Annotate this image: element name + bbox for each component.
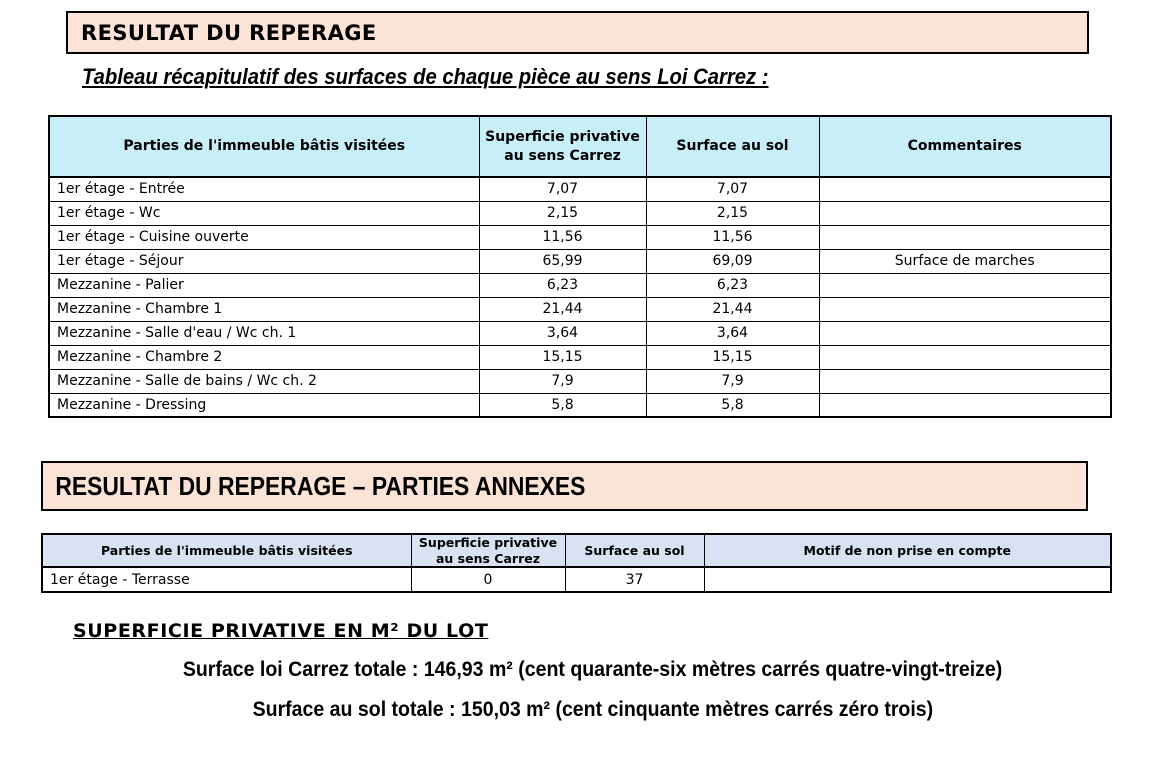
cell-piece: Mezzanine - Salle de bains / Wc ch. 2 [49,369,479,393]
cell-superficie-carrez: 2,15 [479,201,646,225]
cell-commentaire [819,297,1111,321]
cell-piece: 1er étage - Séjour [49,249,479,273]
cell-commentaire [819,273,1111,297]
cell-superficie-carrez: 5,8 [479,393,646,417]
column-header-motif: Motif de non prise en compte [704,534,1111,567]
cell-superficie-carrez: 11,56 [479,225,646,249]
table-row [49,177,1111,201]
cell-piece: Mezzanine - Chambre 2 [49,345,479,369]
table-row [49,369,1111,393]
cell-piece: 1er étage - Cuisine ouverte [49,225,479,249]
table-row [49,273,1111,297]
cell-surface-sol: 5,8 [646,393,819,417]
reperage-section-banner [66,11,1089,54]
table-row [49,249,1111,273]
cell-superficie-carrez: 21,44 [479,297,646,321]
cell-piece: 1er étage - Wc [49,201,479,225]
cell-commentaire [819,345,1111,369]
cell-piece: 1er étage - Terrasse [42,567,411,592]
cell-superficie-carrez: 0 [411,567,565,592]
cell-commentaire [819,201,1111,225]
cell-surface-sol: 6,23 [646,273,819,297]
cell-commentaire [819,321,1111,345]
cell-superficie-carrez: 65,99 [479,249,646,273]
annexes-section-banner [41,461,1088,511]
cell-superficie-carrez: 6,23 [479,273,646,297]
table-row [49,393,1111,417]
cell-piece: Mezzanine - Chambre 1 [49,297,479,321]
table-row [49,225,1111,249]
annexes-table [41,533,1112,593]
cell-surface-sol: 37 [565,567,704,592]
cell-superficie-carrez: 15,15 [479,345,646,369]
cell-piece: Mezzanine - Salle d'eau / Wc ch. 1 [49,321,479,345]
column-header-superficie-carrez: Superficie privative au sens Carrez [479,116,646,177]
cell-surface-sol: 11,56 [646,225,819,249]
cell-commentaire: Surface de marches [819,249,1111,273]
cell-commentaire [819,177,1111,201]
total-carrez-line-wrap [34,658,1151,682]
cell-commentaire [819,369,1111,393]
cell-commentaire [819,393,1111,417]
cell-surface-sol: 15,15 [646,345,819,369]
total-carrez-line: Surface loi Carrez totale : 146,93 m² (cent quarante-six mètres carrés quatre-vingt-treize) [182,658,1003,681]
superficie-lot-title: SUPERFICIE PRIVATIVE EN M² DU LOT [73,620,489,642]
annexes-section-title: RESULTAT DU REPERAGE – PARTIES ANNEXES [55,470,586,501]
column-header-parties: Parties de l'immeuble bâtis visitées [49,116,479,177]
reperage-section-title: RESULTAT DU REPERAGE [81,20,377,45]
cell-superficie-carrez: 7,9 [479,369,646,393]
table-row [49,345,1111,369]
cell-surface-sol: 69,09 [646,249,819,273]
carrez-surfaces-table [48,115,1112,418]
cell-superficie-carrez: 3,64 [479,321,646,345]
total-sol-line-wrap [34,698,1151,722]
cell-piece: 1er étage - Entrée [49,177,479,201]
table-header-row [49,116,1111,177]
cell-surface-sol: 21,44 [646,297,819,321]
table-row [49,201,1111,225]
column-header-surface-sol: Surface au sol [646,116,819,177]
column-header-commentaires: Commentaires [819,116,1111,177]
column-header-parties: Parties de l'immeuble bâtis visitées [42,534,411,567]
cell-piece: Mezzanine - Dressing [49,393,479,417]
total-sol-line: Surface au sol totale : 150,03 m² (cent cinquante mètres carrés zéro trois) [252,698,933,721]
cell-surface-sol: 7,9 [646,369,819,393]
cell-motif [704,567,1111,592]
carrez-table-subtitle: Tableau récapitulatif des surfaces de chaque pièce au sens Loi Carrez : [82,64,769,89]
table-row [49,297,1111,321]
cell-surface-sol: 7,07 [646,177,819,201]
table-row [42,567,1111,592]
cell-piece: Mezzanine - Palier [49,273,479,297]
table-header-row [42,534,1111,567]
column-header-superficie-carrez: Superficie privative au sens Carrez [411,534,565,567]
column-header-surface-sol: Surface au sol [565,534,704,567]
cell-surface-sol: 3,64 [646,321,819,345]
cell-commentaire [819,225,1111,249]
cell-superficie-carrez: 7,07 [479,177,646,201]
cell-surface-sol: 2,15 [646,201,819,225]
table-row [49,321,1111,345]
